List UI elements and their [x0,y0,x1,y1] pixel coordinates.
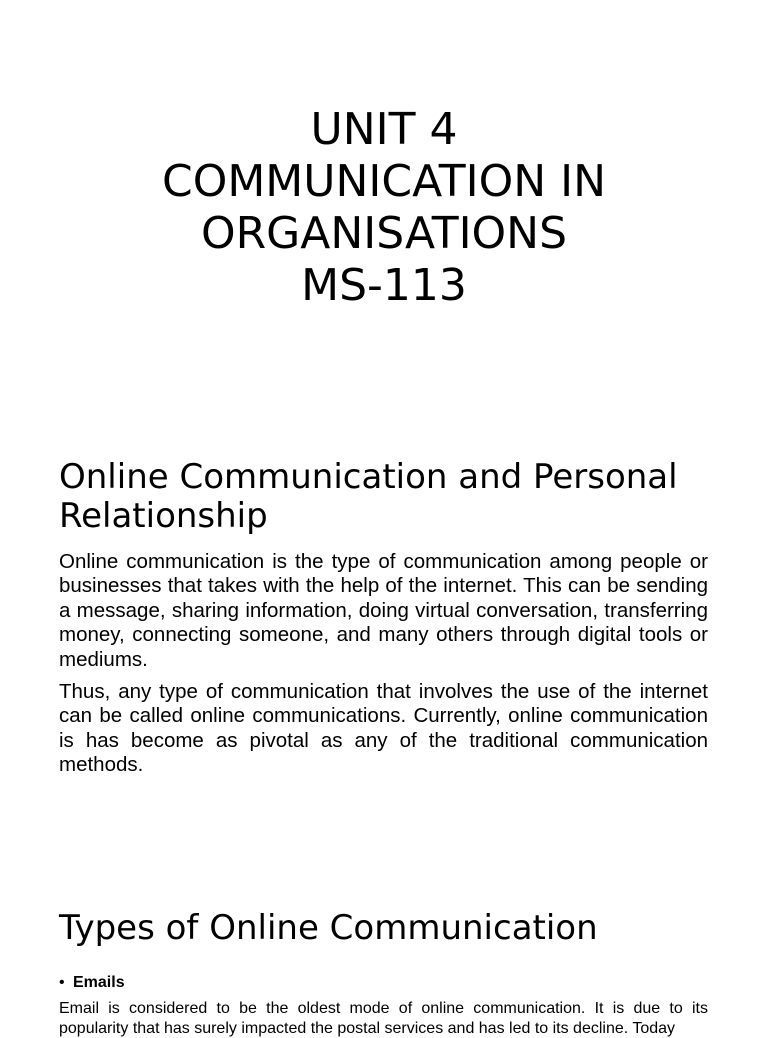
title-line-unit: UNIT 4 [310,104,458,155]
title-line-course-code: MS-113 [301,260,467,311]
title-slide [0,0,768,410]
types-slide [0,850,768,1037]
online-communication-slide [0,410,768,850]
slide-body [59,550,708,786]
bullet-label: Emails [73,974,125,991]
bullet-icon: • [59,974,65,991]
email-description: Email is considered to be the oldest mode of online communication. It is due to its popularity that has surely impacted the postal services and has led to its decline. Today [59,1000,708,1037]
title-line-communication: COMMUNICATION IN [161,156,607,207]
slide-heading: Online Communication and Personal Relationship [59,457,678,536]
slide-title [0,104,768,312]
paragraph: Thus, any type of communication that involves the use of the internet can be called online communications. Currently, online communication is has become as pivotal as any of the traditional communication methods. [59,680,708,777]
title-line-organisations: ORGANISATIONS [200,208,568,259]
bullet-item-emails [59,973,125,993]
slide-heading: Types of Online Communication [59,908,598,948]
paragraph: Online communication is the type of communication among people or businesses that takes with the help of the internet. This can be sending a message, sharing information, doing virtual conversation, transferring money, connecting someone, and many others through digital tools or mediums. [59,550,708,671]
